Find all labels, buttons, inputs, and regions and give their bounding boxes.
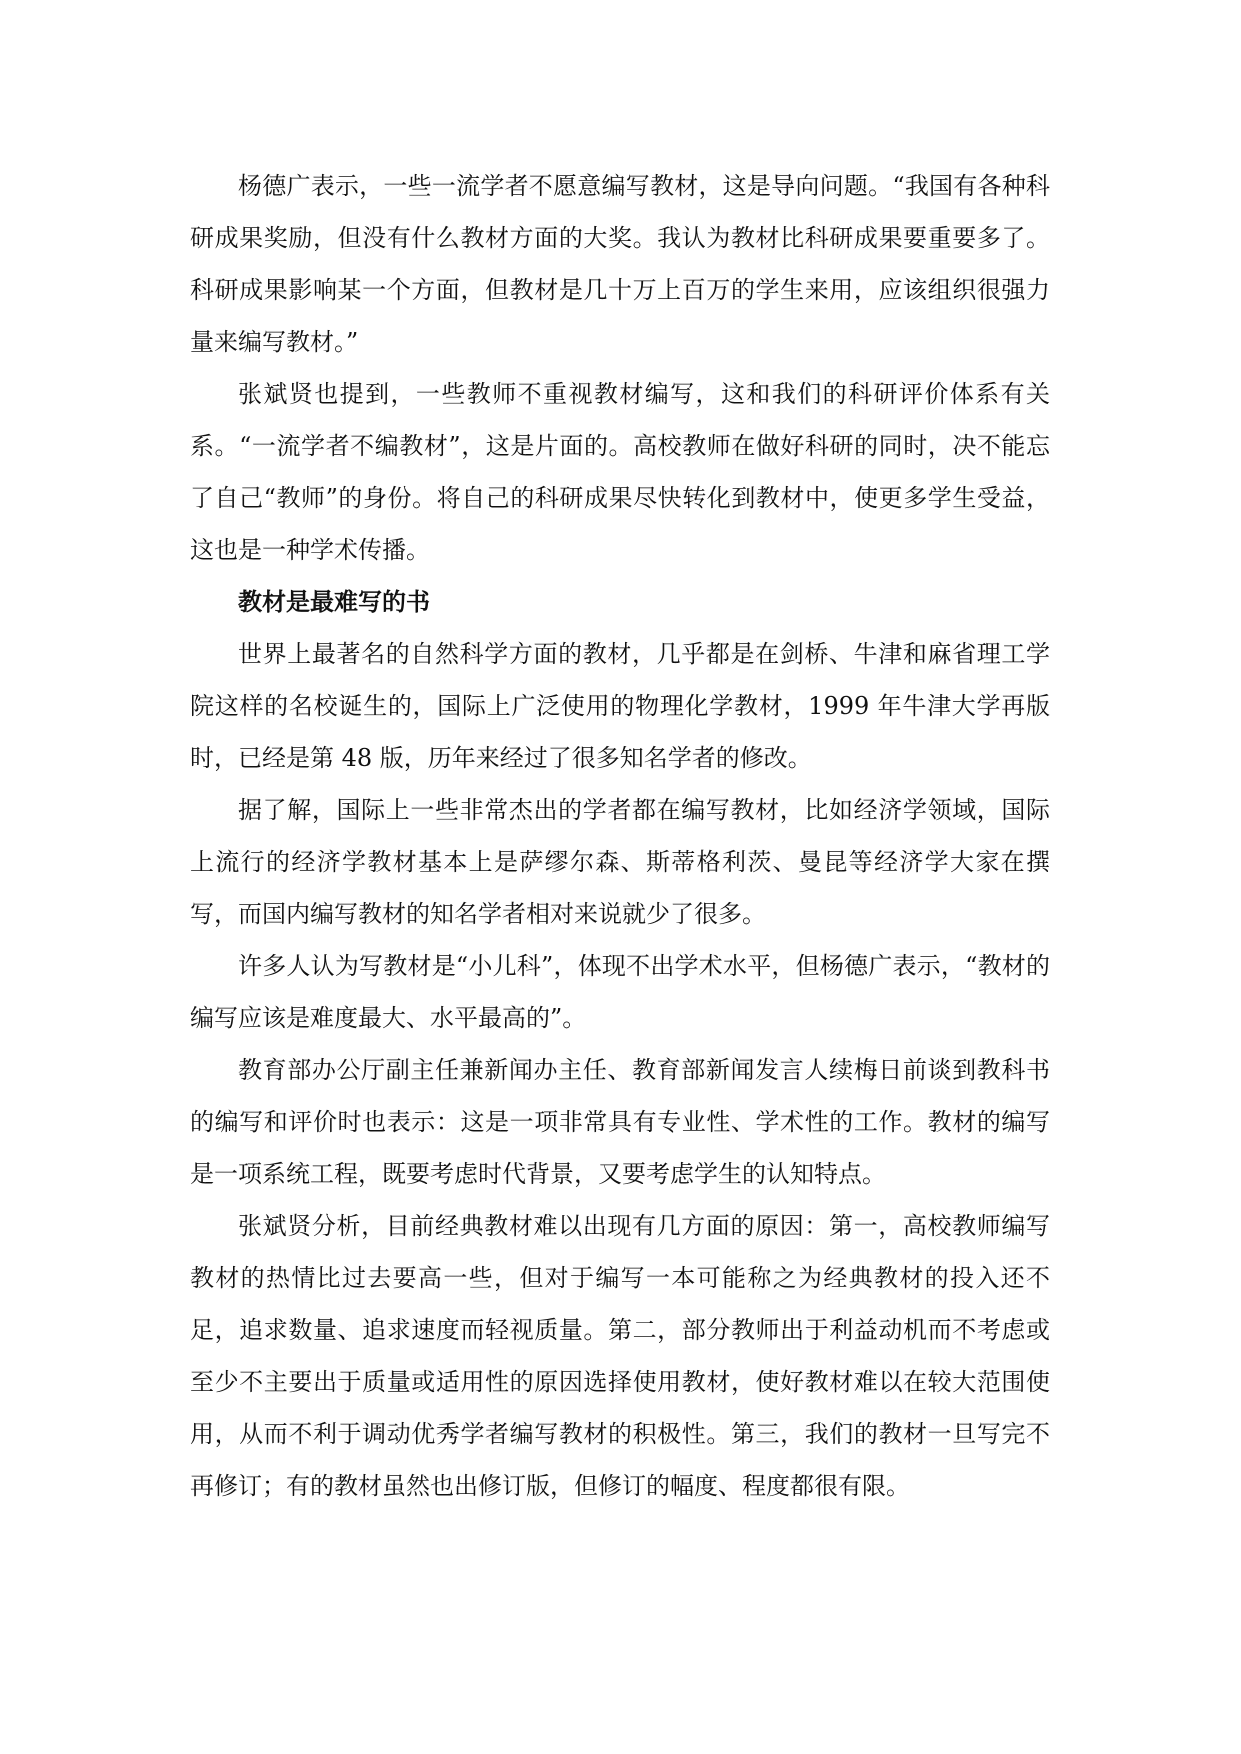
paragraph-reasons-analysis: 张斌贤分析，目前经典教材难以出现有几方面的原因：第一，高校教师编写教材的热情比过去要高一些，但对于编写一本可能称之为经典教材的投入还不足，追求数量、追求速度而轻视质量。第二，部分教师出于利益动机而不考虑或至少不主要出于质量或适用性的原因选择使用教材，使好教材难以在较大范围使用，从而不利于调动优秀学者编写教材的积极性。第三，我们的教材一旦写完不再修订；有的教材虽然也出修订版，但修订的幅度、程度都很有限。 (190, 1212, 1050, 1500)
section-heading: 教材是最难写的书 (238, 588, 430, 616)
paragraph-yang-deguang-quote: 杨德广表示，一些一流学者不愿意编写教材，这是导向问题。“我国有各种科研成果奖励，但没有什么教材方面的大奖。我认为教材比科研成果要重要多了。科研成果影响某一个方面，但教材是几十万上百万的学生来用，应该组织很强力量来编写教材。” (190, 172, 1050, 356)
paragraph-textbook-difficulty: 许多人认为写教材是“小儿科”，体现不出学术水平，但杨德广表示，“教材的编写应该是难度最大、水平最高的”。 (190, 952, 1050, 1032)
document-body (190, 160, 1050, 1512)
paragraph-famous-textbooks: 世界上最著名的自然科学方面的教材，几乎都是在剑桥、牛津和麻省理工学院这样的名校诞生的，国际上广泛使用的物理化学教材，1999 年牛津大学再版时，已经是第 48 版，历年来经过了很多知名学者的修改。 (190, 640, 1050, 772)
paragraph-economics-textbooks: 据了解，国际上一些非常杰出的学者都在编写教材，比如经济学领域，国际上流行的经济学教材基本上是萨缪尔森、斯蒂格利茨、曼昆等经济学大家在撰写，而国内编写教材的知名学者相对来说就少了很多。 (190, 796, 1050, 928)
paragraph-zhang-binxian-remarks: 张斌贤也提到，一些教师不重视教材编写，这和我们的科研评价体系有关系。“一流学者不编教材”，这是片面的。高校教师在做好科研的同时，决不能忘了自己“教师”的身份。将自己的科研成果尽快转化到教材中，使更多学生受益，这也是一种学术传播。 (190, 380, 1050, 564)
paragraph-ministry-spokesperson: 教育部办公厅副主任兼新闻办主任、教育部新闻发言人续梅日前谈到教科书的编写和评价时也表示：这是一项非常具有专业性、学术性的工作。教材的编写是一项系统工程，既要考虑时代背景，又要考虑学生的认知特点。 (190, 1056, 1050, 1188)
